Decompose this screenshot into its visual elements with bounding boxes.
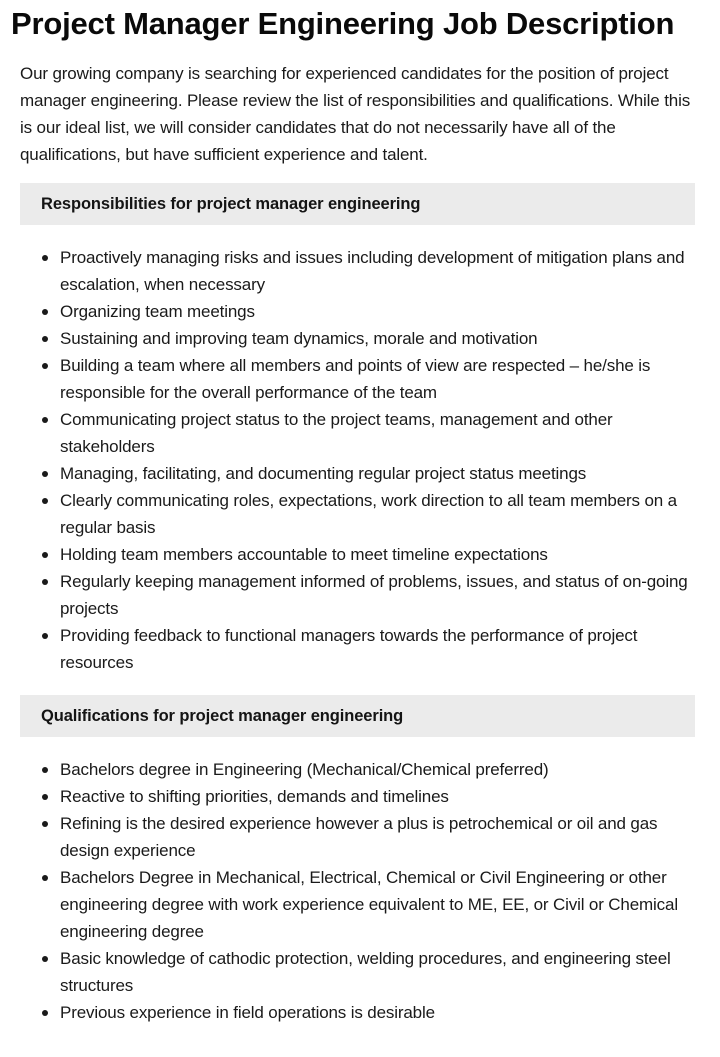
list-item <box>20 325 700 352</box>
list-item-text: Sustaining and improving team dynamics, morale and motivation <box>60 329 538 348</box>
list-item-text: Bachelors Degree in Mechanical, Electrical, Chemical or Civil Engineering or other engineering degree with work experience equivalent to ME, EE, or Civil or Chemical engineering degree <box>60 868 678 941</box>
bullet-icon <box>42 1010 48 1016</box>
responsibilities-list <box>20 244 700 676</box>
bullet-icon <box>42 309 48 315</box>
qualifications-heading: Qualifications for project manager engineering <box>41 706 404 725</box>
bullet-icon <box>42 498 48 504</box>
list-item-text: Clearly communicating roles, expectations, work direction to all team members on a regular basis <box>60 491 677 537</box>
bullet-icon <box>42 956 48 962</box>
bullet-icon <box>42 417 48 423</box>
list-item-text: Managing, facilitating, and documenting regular project status meetings <box>60 464 587 483</box>
bullet-icon <box>42 794 48 800</box>
list-item-text: Organizing team meetings <box>60 302 255 321</box>
responsibilities-heading: Responsibilities for project manager engineering <box>41 194 421 213</box>
bullet-icon <box>42 363 48 369</box>
list-item <box>20 864 700 945</box>
list-item <box>20 622 700 676</box>
list-item-text: Previous experience in field operations is desirable <box>60 1003 435 1022</box>
bullet-icon <box>42 471 48 477</box>
list-item <box>20 460 700 487</box>
list-item-text: Building a team where all members and points of view are respected – he/she is responsible for the overall performance of the team <box>60 356 651 402</box>
bullet-icon <box>42 633 48 639</box>
intro-paragraph: Our growing company is searching for experienced candidates for the position of project manager engineering. Please review the list of responsibilities and qualifications. While this is our ideal list, we will consider candidates that do not necessarily have all of the qualifications, but have sufficient experience and talent. <box>20 64 691 164</box>
list-item <box>20 244 700 298</box>
list-item <box>20 541 700 568</box>
list-item <box>20 568 700 622</box>
list-item <box>20 810 700 864</box>
list-item-text: Bachelors degree in Engineering (Mechanical/Chemical preferred) <box>60 760 549 779</box>
bullet-icon <box>42 336 48 342</box>
list-item <box>20 406 700 460</box>
list-item <box>20 298 700 325</box>
list-item-text: Communicating project status to the project teams, management and other stakeholders <box>60 410 613 456</box>
list-item-text: Providing feedback to functional managers towards the performance of project resources <box>60 626 638 672</box>
list-item-text: Holding team members accountable to meet timeline expectations <box>60 545 548 564</box>
responsibilities-section-header <box>20 183 695 225</box>
page-title: Project Manager Engineering Job Description <box>11 6 675 41</box>
bullet-icon <box>42 767 48 773</box>
qualifications-list <box>20 756 700 1026</box>
list-item-text: Proactively managing risks and issues including development of mitigation plans and escalation, when necessary <box>60 248 685 294</box>
bullet-icon <box>42 875 48 881</box>
bullet-icon <box>42 255 48 261</box>
list-item <box>20 945 700 999</box>
list-item-text: Regularly keeping management informed of problems, issues, and status of on-going projects <box>60 572 688 618</box>
list-item <box>20 756 700 783</box>
list-item-text: Basic knowledge of cathodic protection, welding procedures, and engineering steel structures <box>60 949 671 995</box>
list-item <box>20 487 700 541</box>
list-item <box>20 352 700 406</box>
list-item <box>20 783 700 810</box>
qualifications-section-header <box>20 695 695 737</box>
bullet-icon <box>42 552 48 558</box>
list-item-text: Reactive to shifting priorities, demands and timelines <box>60 787 449 806</box>
bullet-icon <box>42 579 48 585</box>
bullet-icon <box>42 821 48 827</box>
list-item-text: Refining is the desired experience however a plus is petrochemical or oil and gas design experience <box>60 814 658 860</box>
list-item <box>20 999 700 1026</box>
